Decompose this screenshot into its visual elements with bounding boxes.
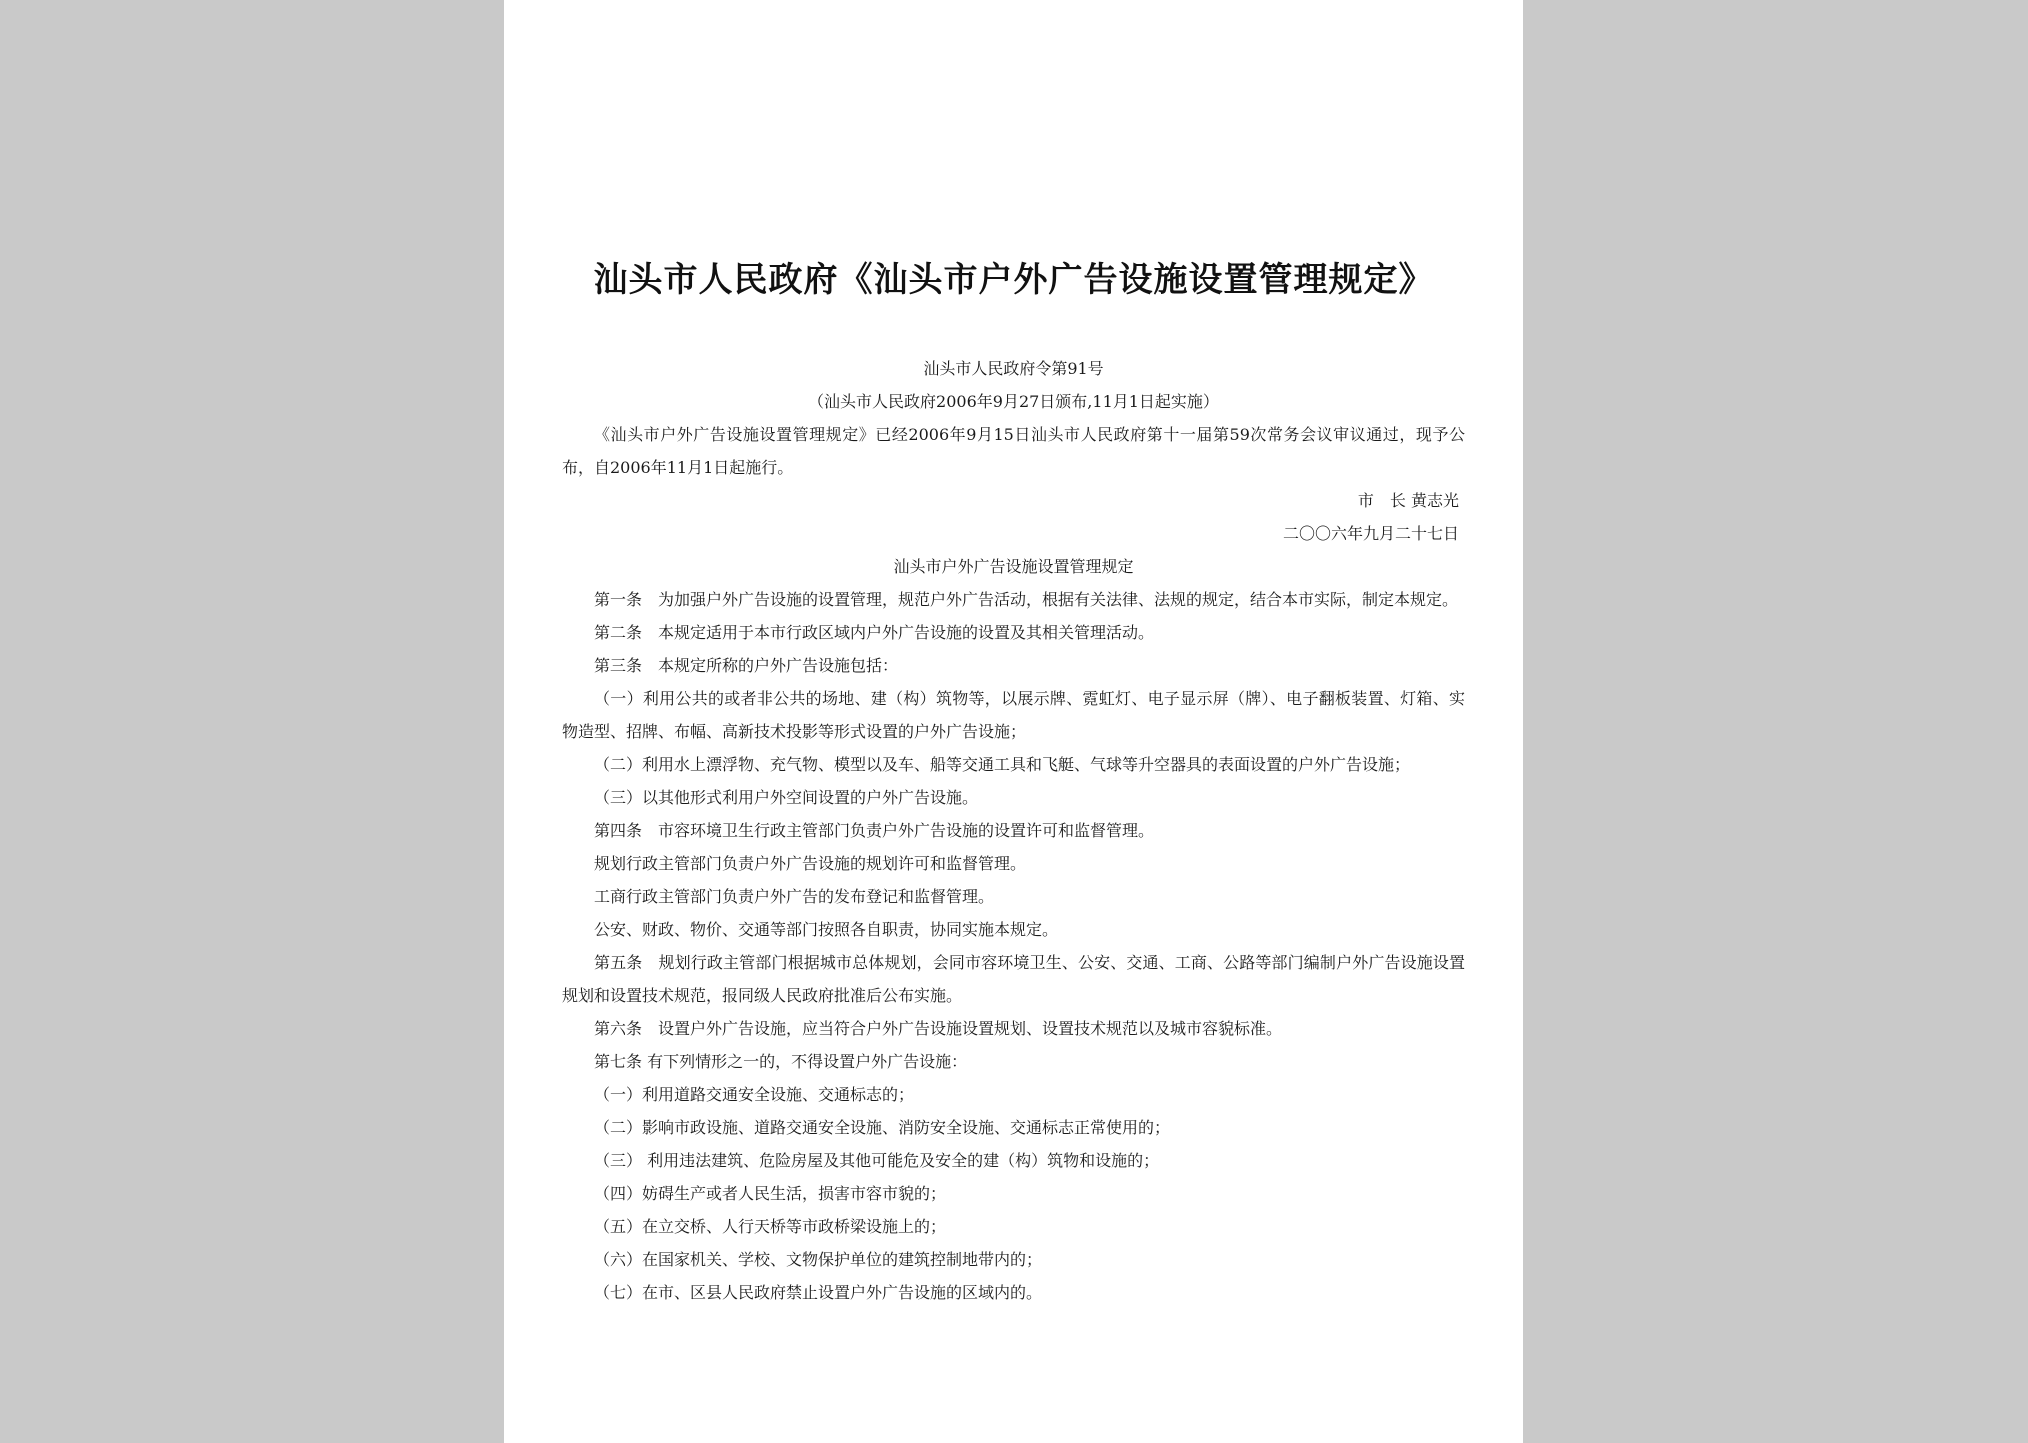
- article-6: 第六条 设置户外广告设施，应当符合户外广告设施设置规划、设置技术规范以及城市容貌标准。: [594, 1019, 1283, 1038]
- article-4-para-3: 工商行政主管部门负责户外广告的发布登记和监督管理。: [594, 887, 995, 906]
- article-7-item-2: （二）影响市政设施、道路交通安全设施、消防安全设施、交通标志正常使用的；: [594, 1118, 1171, 1137]
- sign-date: 二〇〇六年九月二十七日: [1282, 524, 1459, 543]
- document-page: [504, 0, 1523, 1443]
- article-3-item-3: （三）以其他形式利用户外空间设置的户外广告设施。: [594, 788, 979, 807]
- signatory: 市 长 黄志光: [1357, 491, 1459, 510]
- promulgation-note: （汕头市人民政府2006年9月27日颁布,11月1日起实施）: [808, 392, 1219, 411]
- article-4: 第四条 市容环境卫生行政主管部门负责户外广告设施的设置许可和监督管理。: [594, 821, 1155, 840]
- article-7-item-7: （七）在市、区县人民政府禁止设置户外广告设施的区域内的。: [594, 1283, 1043, 1302]
- article-3: 第三条 本规定所称的户外广告设施包括：: [594, 656, 899, 675]
- article-7: 第七条 有下列情形之一的，不得设置户外广告设施：: [594, 1052, 968, 1071]
- article-5: 第五条 规划行政主管部门根据城市总体规划，会同市容环境卫生、公安、交通、工商、公路等部门编制户外广告设施设置规划和设置技术规范，报同级人民政府批准后公布实施。: [562, 953, 1465, 1005]
- article-7-item-3: （三） 利用违法建筑、危险房屋及其他可能危及安全的建（构）筑物和设施的；: [594, 1151, 1160, 1170]
- article-3-item-1: （一）利用公共的或者非公共的场地、建（构）筑物等，以展示牌、霓虹灯、电子显示屏（牌）、电子翻板装置、灯箱、实物造型、招牌、布幅、高新技术投影等形式设置的户外广告设施；: [562, 689, 1465, 741]
- article-4-para-2: 规划行政主管部门负责户外广告设施的规划许可和监督管理。: [594, 854, 1027, 873]
- intro-paragraph: 《汕头市户外广告设施设置管理规定》已经2006年9月15日汕头市人民政府第十一届第59次常务会议审议通过，现予公布，自2006年11月1日起施行。: [562, 425, 1465, 477]
- order-number: 汕头市人民政府令第91号: [923, 359, 1104, 378]
- article-2: 第二条 本规定适用于本市行政区域内户外广告设施的设置及其相关管理活动。: [594, 623, 1155, 642]
- article-7-item-6: （六）在国家机关、学校、文物保护单位的建筑控制地带内的；: [594, 1250, 1043, 1269]
- document-title: 汕头市人民政府《汕头市户外广告设施设置管理规定》: [593, 260, 1434, 300]
- regulation-heading: 汕头市户外广告设施设置管理规定: [893, 557, 1134, 576]
- article-3-item-2: （二）利用水上漂浮物、充气物、模型以及车、船等交通工具和飞艇、气球等升空器具的表面设置的户外广告设施；: [594, 755, 1411, 774]
- article-1: 第一条 为加强户外广告设施的设置管理，规范户外广告活动，根据有关法律、法规的规定，结合本市实际，制定本规定。: [594, 590, 1459, 609]
- article-4-para-4: 公安、财政、物价、交通等部门按照各自职责，协同实施本规定。: [594, 920, 1059, 939]
- article-7-item-5: （五）在立交桥、人行天桥等市政桥梁设施上的；: [594, 1217, 947, 1236]
- article-7-item-4: （四）妨碍生产或者人民生活，损害市容市貌的；: [594, 1184, 947, 1203]
- article-7-item-1: （一）利用道路交通安全设施、交通标志的；: [594, 1085, 915, 1104]
